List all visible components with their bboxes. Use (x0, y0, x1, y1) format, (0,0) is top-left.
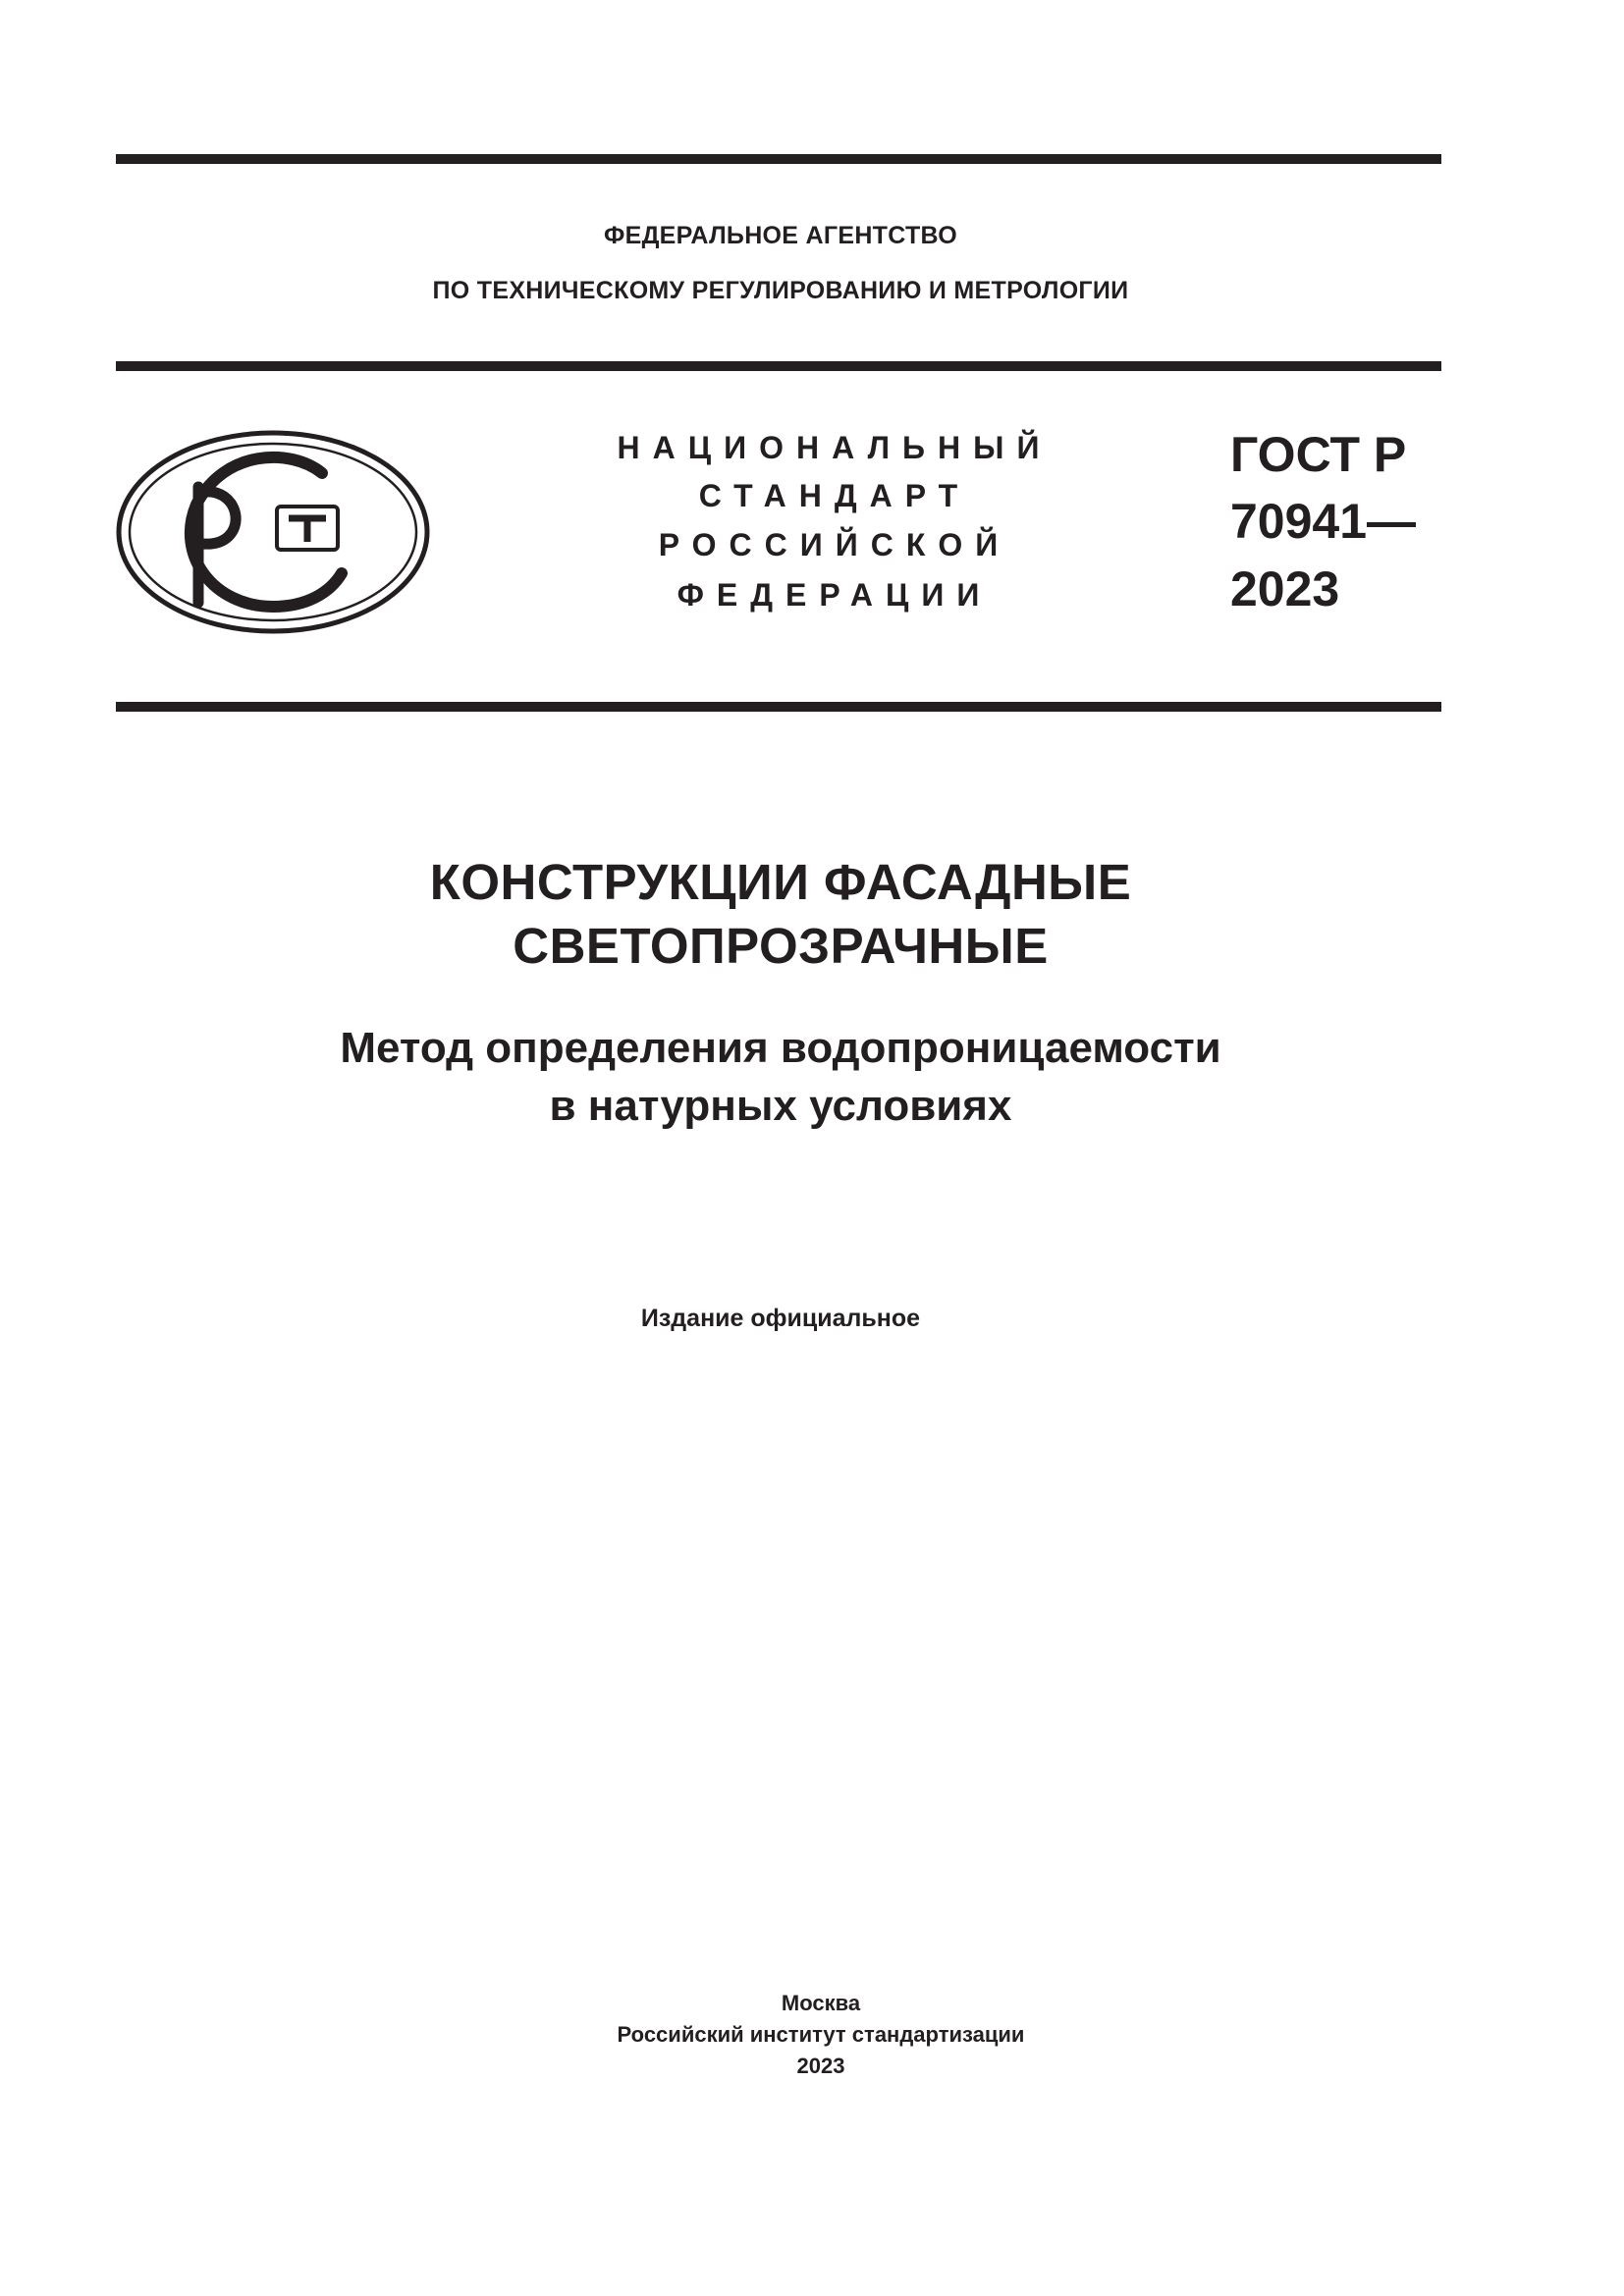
agency-name-line-1: ФЕДЕРАЛЬНОЕ АГЕНТСТВО (603, 222, 958, 249)
standard-type-line-4: ФЕДЕРАЦИИ (677, 577, 993, 613)
middle-rule (116, 361, 1441, 371)
standard-designation-prefix: ГОСТ Р (1230, 427, 1407, 482)
imprint-year: 2023 (796, 2054, 845, 2078)
standard-type-line-1: НАЦИОНАЛЬНЫЙ (617, 430, 1053, 465)
standard-type-line-2: СТАНДАРТ (698, 478, 971, 513)
standard-designation-number: 70941— (1230, 494, 1417, 549)
rst-certification-mark-icon (114, 428, 432, 636)
document-title-line-2: СВЕТОПРОЗРАЧНЫЕ (513, 918, 1049, 974)
document-subtitle-line-2: в натурных условиях (549, 1082, 1012, 1130)
lower-rule (116, 702, 1441, 712)
imprint-publisher: Российский институт стандартизации (617, 2022, 1025, 2047)
document-title-line-1: КОНСТРУКЦИИ ФАСАДНЫЕ (429, 854, 1132, 910)
standard-type-line-3: РОССИЙСКОЙ (658, 527, 1011, 562)
imprint-city: Москва (781, 1991, 861, 2015)
agency-name-line-2: ПО ТЕХНИЧЕСКОМУ РЕГУЛИРОВАНИЮ И МЕТРОЛОГИИ (432, 277, 1129, 304)
edition-note: Издание официальное (640, 1305, 921, 1332)
top-rule (116, 154, 1441, 164)
document-subtitle-line-1: Метод определения водопроницаемости (340, 1024, 1221, 1072)
standard-designation-year: 2023 (1230, 561, 1340, 616)
